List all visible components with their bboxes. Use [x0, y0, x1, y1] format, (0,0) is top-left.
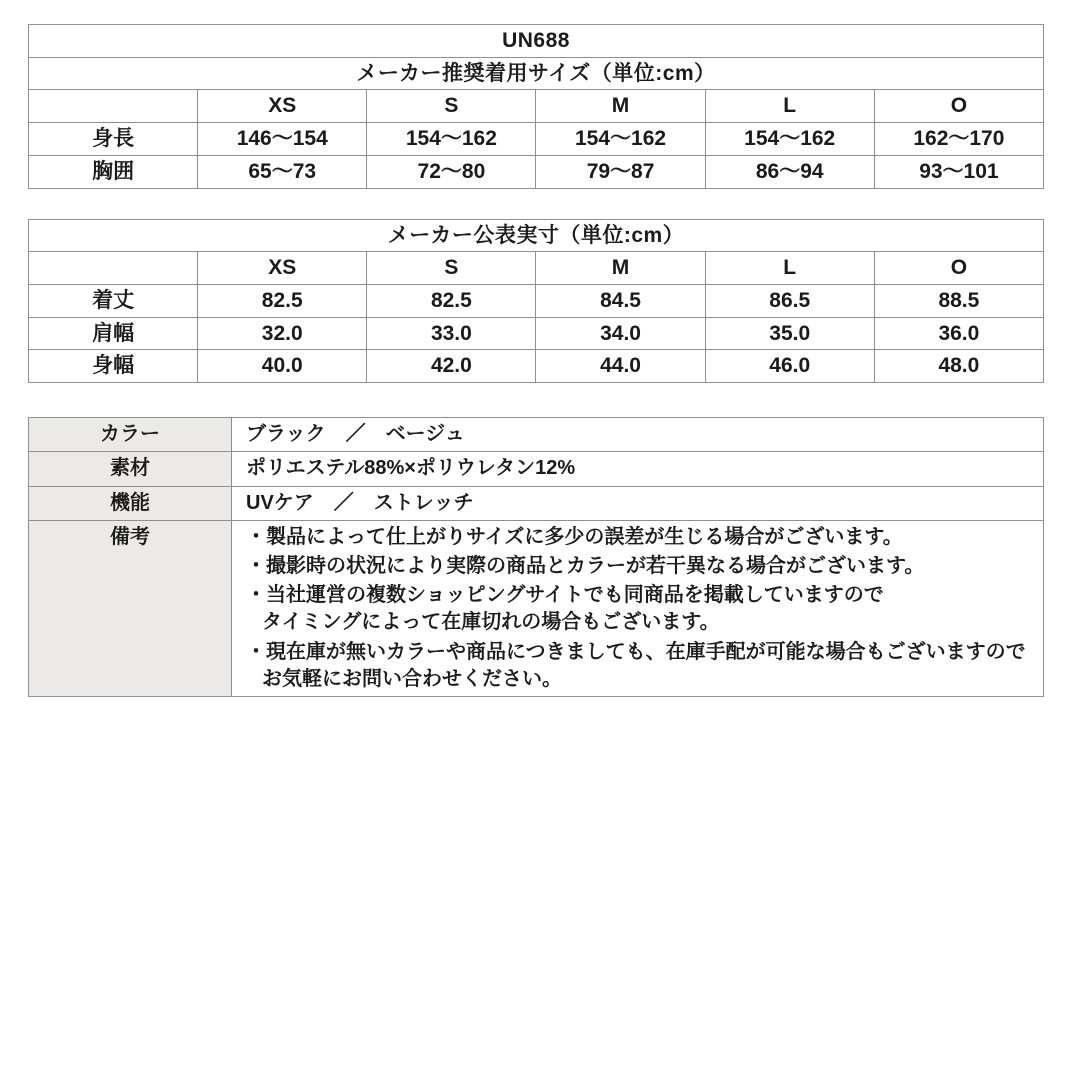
cell-width-o: 48.0: [874, 350, 1043, 383]
row-label-height: 身長: [29, 123, 198, 156]
cell-length-l: 86.5: [705, 285, 874, 318]
table-row: [29, 219, 1044, 252]
table-row: [29, 418, 1044, 452]
table-spacer: [28, 189, 1052, 219]
info-value-material: ポリエステル88%×ポリウレタン12%: [232, 452, 1044, 486]
note-line-1: ・製品によって仕上がりサイズに多少の誤差が生じる場合がございます。: [246, 525, 903, 548]
info-value-function: UVケア ／ ストレッチ: [232, 486, 1044, 520]
actual-table-title: メーカー公表実寸（単位:cm）: [29, 219, 1044, 252]
actual-size-header-o: O: [874, 252, 1043, 285]
table-row: [29, 285, 1044, 318]
row-label-shoulder: 肩幅: [29, 317, 198, 350]
cell-width-l: 46.0: [705, 350, 874, 383]
cell-shoulder-m: 34.0: [536, 317, 705, 350]
table-row: [29, 123, 1044, 156]
cell-chest-s: 72〜80: [367, 155, 536, 188]
table-header-row: [29, 252, 1044, 285]
cell-shoulder-xs: 32.0: [198, 317, 367, 350]
size-header-m: M: [536, 90, 705, 123]
recommended-size-table: [28, 24, 1044, 189]
note-item: [246, 553, 1035, 580]
cell-height-m: 154〜162: [536, 123, 705, 156]
size-header-l: L: [705, 90, 874, 123]
table-header-row: [29, 90, 1044, 123]
cell-length-o: 88.5: [874, 285, 1043, 318]
actual-size-header-l: L: [705, 252, 874, 285]
info-value-color: ブラック ／ ベージュ: [232, 418, 1044, 452]
cell-height-xs: 146〜154: [198, 123, 367, 156]
table-row: [29, 520, 1044, 696]
actual-size-header-m: M: [536, 252, 705, 285]
product-code: UN688: [29, 25, 1044, 58]
cell-height-o: 162〜170: [874, 123, 1043, 156]
table-row: [29, 452, 1044, 486]
recommended-table-title: メーカー推奨着用サイズ（単位:cm）: [29, 57, 1044, 90]
cell-height-l: 154〜162: [705, 123, 874, 156]
cell-chest-xs: 65〜73: [198, 155, 367, 188]
cell-width-xs: 40.0: [198, 350, 367, 383]
corner-cell: [29, 252, 198, 285]
cell-length-xs: 82.5: [198, 285, 367, 318]
cell-shoulder-o: 36.0: [874, 317, 1043, 350]
table-row: [29, 486, 1044, 520]
info-value-notes: [232, 520, 1044, 696]
table-row: [29, 155, 1044, 188]
info-label-notes: 備考: [29, 520, 232, 696]
cell-chest-o: 93〜101: [874, 155, 1043, 188]
note-line-2: お気軽にお問い合わせください。: [262, 667, 562, 690]
product-info-table: [28, 417, 1044, 697]
cell-chest-l: 86〜94: [705, 155, 874, 188]
note-item: [246, 639, 1035, 693]
info-label-material: 素材: [29, 452, 232, 486]
note-line-1: ・現在庫が無いカラーや商品につきましても、在庫手配が可能な場合もございますので: [246, 640, 1026, 663]
note-item: [246, 524, 1035, 551]
size-header-xs: XS: [198, 90, 367, 123]
table-spacer: [28, 383, 1052, 417]
cell-width-s: 42.0: [367, 350, 536, 383]
table-row: [29, 57, 1044, 90]
row-label-length: 着丈: [29, 285, 198, 318]
actual-size-table: [28, 219, 1044, 384]
cell-chest-m: 79〜87: [536, 155, 705, 188]
actual-size-header-xs: XS: [198, 252, 367, 285]
note-item: [246, 582, 1035, 636]
cell-shoulder-l: 35.0: [705, 317, 874, 350]
note-line-2: タイミングによって在庫切れの場合もございます。: [262, 611, 720, 634]
cell-shoulder-s: 33.0: [367, 317, 536, 350]
cell-length-m: 84.5: [536, 285, 705, 318]
row-label-width: 身幅: [29, 350, 198, 383]
corner-cell: [29, 90, 198, 123]
size-header-s: S: [367, 90, 536, 123]
cell-length-s: 82.5: [367, 285, 536, 318]
actual-size-header-s: S: [367, 252, 536, 285]
row-label-chest: 胸囲: [29, 155, 198, 188]
table-row: [29, 25, 1044, 58]
cell-width-m: 44.0: [536, 350, 705, 383]
size-header-o: O: [874, 90, 1043, 123]
note-line-1: ・当社運営の複数ショッピングサイトでも同商品を掲載していますので: [246, 584, 884, 607]
table-row: [29, 350, 1044, 383]
info-label-color: カラー: [29, 418, 232, 452]
info-label-function: 機能: [29, 486, 232, 520]
note-line-1: ・撮影時の状況により実際の商品とカラーが若干異なる場合がございます。: [246, 554, 925, 577]
table-row: [29, 317, 1044, 350]
cell-height-s: 154〜162: [367, 123, 536, 156]
